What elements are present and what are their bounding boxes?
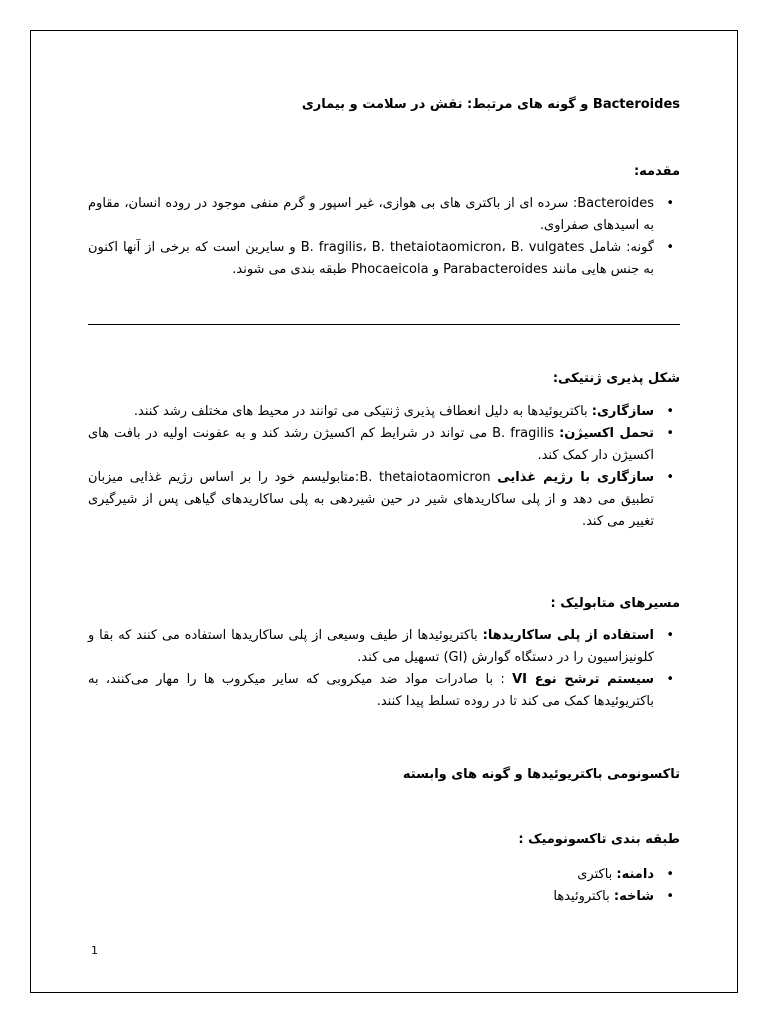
intro-list	[88, 193, 680, 281]
classification-heading: طبقه بندی تاکسونومیک :	[518, 832, 680, 847]
classification-item-domain: • دامنه: باکتری	[88, 864, 680, 886]
classification-item-phylum: • شاخه: باکتروئیدها	[88, 886, 680, 908]
intro-item-genus: • Bacteroides: سرده ای از باکتری های بی هوازی، غیر اسپور و گرم منفی موجود در روده انسان، مقاوم به اسیدهای صفراوی.	[88, 193, 680, 237]
intro-item-species: • گونه: شامل B. fragilis، B. thetaiotaomicron، B. vulgates و سایرین است که برخی از آنها اکنون به جنس هایی مانند Parabacteroides و Phocaeicola طبقه بندی می شوند.	[88, 237, 680, 281]
taxonomy-heading: تاکسونومی باکتریوئیدها و گونه های وابسته	[402, 767, 680, 782]
metabolic-list	[88, 625, 680, 713]
document-title: Bacteroides و گونه های مرتبط: نقش در سلامت و بیماری	[301, 97, 680, 112]
section-divider	[88, 324, 680, 325]
classification-list	[88, 864, 680, 908]
intro-heading: مقدمه:	[633, 164, 680, 179]
genetic-item-oxygen: • تحمل اکسیژن: B. fragilis می تواند در شرایط کم اکسیژن رشد کند و به عفونت اولیه در بافت های اکسیژن دار کمک کند.	[88, 423, 680, 467]
genetic-list	[88, 401, 680, 533]
genetic-item-diet: • سازگاری با رژیم غذایی B. thetaiotaomicron:متابولیسم خود را بر اساس رژیم غذایی میزبان تطبیق می دهد و از پلی ساکاریدهای شیر در حین شیردهی به پلی ساکاریدهای گیاهی پس از شیرگیری تغییر می کند.	[88, 467, 680, 533]
page-number: 1	[91, 944, 98, 957]
metabolic-item-secretion: • سیستم ترشح نوع VI : با صادرات مواد ضد میکروبی که سایر میکروب ها را مهار می‌کنند، به باکتریوئیدها کمک می کند تا در روده تسلط پیدا کنند.	[88, 669, 680, 713]
metabolic-item-polysaccharides: • استفاده از پلی ساکاریدها: باکتریوئیدها از طیف وسیعی از پلی ساکاریدها استفاده می کنند که بقا و کلونیزاسیون را در دستگاه گوارش (GI) تسهیل می کند.	[88, 625, 680, 669]
metabolic-heading: مسیرهای متابولیک :	[550, 596, 680, 611]
genetic-heading: شکل پذیری ژنتیکی:	[552, 371, 680, 386]
genetic-item-adaptation: • سازگاری: باکتریوئیدها به دلیل انعطاف پذیری ژنتیکی می توانند در محیط های مختلف رشد کنند.	[88, 401, 680, 423]
